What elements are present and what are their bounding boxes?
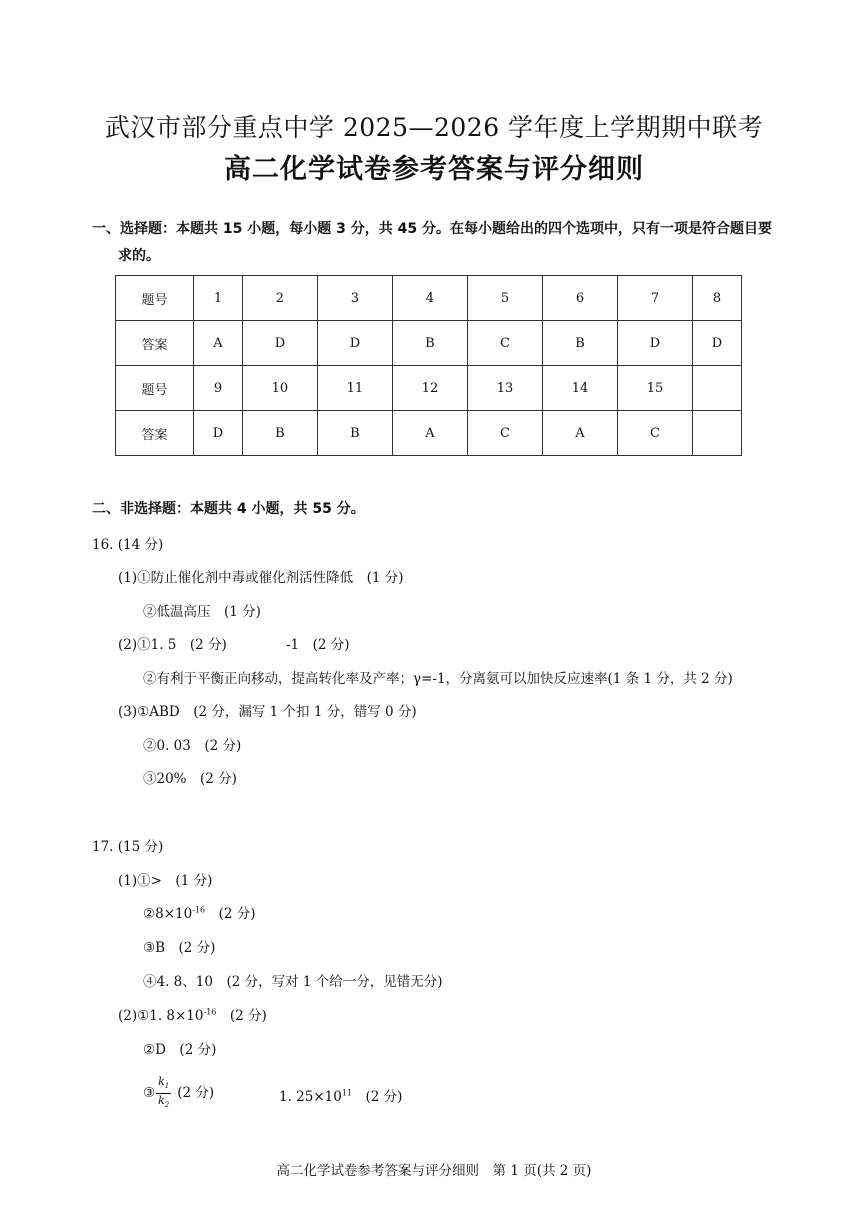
- q16-answer-line: ②有利于平衡正向移动，提高转化率及产率；γ=-1，分离氨可以加快反应速率(1 条 1 分，共 2 分): [143, 671, 733, 687]
- multiple-choice-answer-table: [115, 275, 742, 456]
- section1-heading-cont: 求的。: [118, 248, 160, 264]
- question-number: 8: [693, 276, 742, 321]
- answer-cell: D: [194, 411, 243, 456]
- question-number: 1: [194, 276, 243, 321]
- q17-answer-line: $②8\times 10^{-16}$ (2 分): [143, 905, 256, 922]
- question-number: 6: [542, 276, 617, 321]
- answer-cell: C: [467, 411, 542, 456]
- q16-heading: 16. (14 分): [92, 537, 164, 553]
- question-number: 15: [617, 366, 692, 411]
- empty-cell: [693, 366, 742, 411]
- answer-cell: A: [392, 411, 467, 456]
- question-number: 14: [542, 366, 617, 411]
- answer-cell: D: [617, 321, 692, 366]
- answer-cell: C: [617, 411, 692, 456]
- q16-answer-line: (1)①防止催化剂中毒或催化剂活性降低 (1 分): [118, 570, 404, 586]
- answer-cell: D: [242, 321, 317, 366]
- q17-answer-line: (1)①> (1 分): [118, 873, 213, 889]
- q16-answer-line: -1 (2 分): [286, 637, 350, 653]
- section1-heading: 一、选择题：本题共 15 小题，每小题 3 分，共 45 分。在每小题给出的四个选项中，只有一项是符合题目要: [92, 221, 772, 237]
- table-row: [116, 411, 742, 456]
- q17-answer-line: ④4. 8、10 (2 分，写对 1 个给一分，见错无分): [143, 974, 443, 990]
- q17-answer-line: ③ $\frac{k_1}{k_2}$ (2 分): [143, 1075, 214, 1112]
- document-subtitle: 高二化学试卷参考答案与评分细则: [224, 154, 644, 185]
- answer-cell: B: [542, 321, 617, 366]
- q17-heading: 17. (15 分): [92, 839, 164, 855]
- q16-answer-line: ②0. 03 (2 分): [143, 738, 242, 754]
- table-row: [116, 276, 742, 321]
- table-row: [116, 321, 742, 366]
- question-number: 10: [242, 366, 317, 411]
- q16-answer-line: ②低温高压 (1 分): [143, 604, 261, 620]
- question-number: 3: [317, 276, 392, 321]
- row-label-answer: 答案: [116, 321, 194, 366]
- answer-cell: B: [242, 411, 317, 456]
- empty-cell: [693, 411, 742, 456]
- row-label-question: 题号: [116, 276, 194, 321]
- answer-cell: D: [693, 321, 742, 366]
- section2-heading: 二、非选择题：本题共 4 小题，共 55 分。: [92, 501, 365, 517]
- question-number: 7: [617, 276, 692, 321]
- question-number: 4: [392, 276, 467, 321]
- question-number: 12: [392, 366, 467, 411]
- question-number: 5: [467, 276, 542, 321]
- q17-answer-line: ②D (2 分): [143, 1042, 217, 1058]
- answer-cell: D: [317, 321, 392, 366]
- question-number: 9: [194, 366, 243, 411]
- q17-answer-line: 1. $25\times 10^{11}$ (2 分): [279, 1088, 403, 1105]
- question-number: 2: [242, 276, 317, 321]
- row-label-answer: 答案: [116, 411, 194, 456]
- question-number: 11: [317, 366, 392, 411]
- page-footer: 高二化学试卷参考答案与评分细则 第 1 页(共 2 页): [276, 1163, 592, 1179]
- q17-answer-line: (2)①1. $8\times 10^{-16}$ (2 分): [118, 1007, 267, 1024]
- row-label-question: 题号: [116, 366, 194, 411]
- rate-constant-fraction: $\frac{k_1}{k_2}$: [158, 1075, 170, 1110]
- q16-answer-line: (2)①1. 5 (2 分): [118, 637, 227, 653]
- question-number: 13: [467, 366, 542, 411]
- answer-cell: C: [467, 321, 542, 366]
- answer-cell: A: [542, 411, 617, 456]
- table-row: [116, 366, 742, 411]
- answer-cell: A: [194, 321, 243, 366]
- q16-answer-line: ③20% (2 分): [143, 771, 237, 787]
- q16-answer-line: (3)①ABD (2 分，漏写 1 个扣 1 分，错写 0 分): [118, 704, 417, 720]
- exam-title: 武汉市部分重点中学 2025—2026 学年度上学期期中联考: [104, 113, 764, 142]
- q17-answer-line: ③B (2 分): [143, 940, 216, 956]
- answer-cell: B: [392, 321, 467, 366]
- answer-cell: B: [317, 411, 392, 456]
